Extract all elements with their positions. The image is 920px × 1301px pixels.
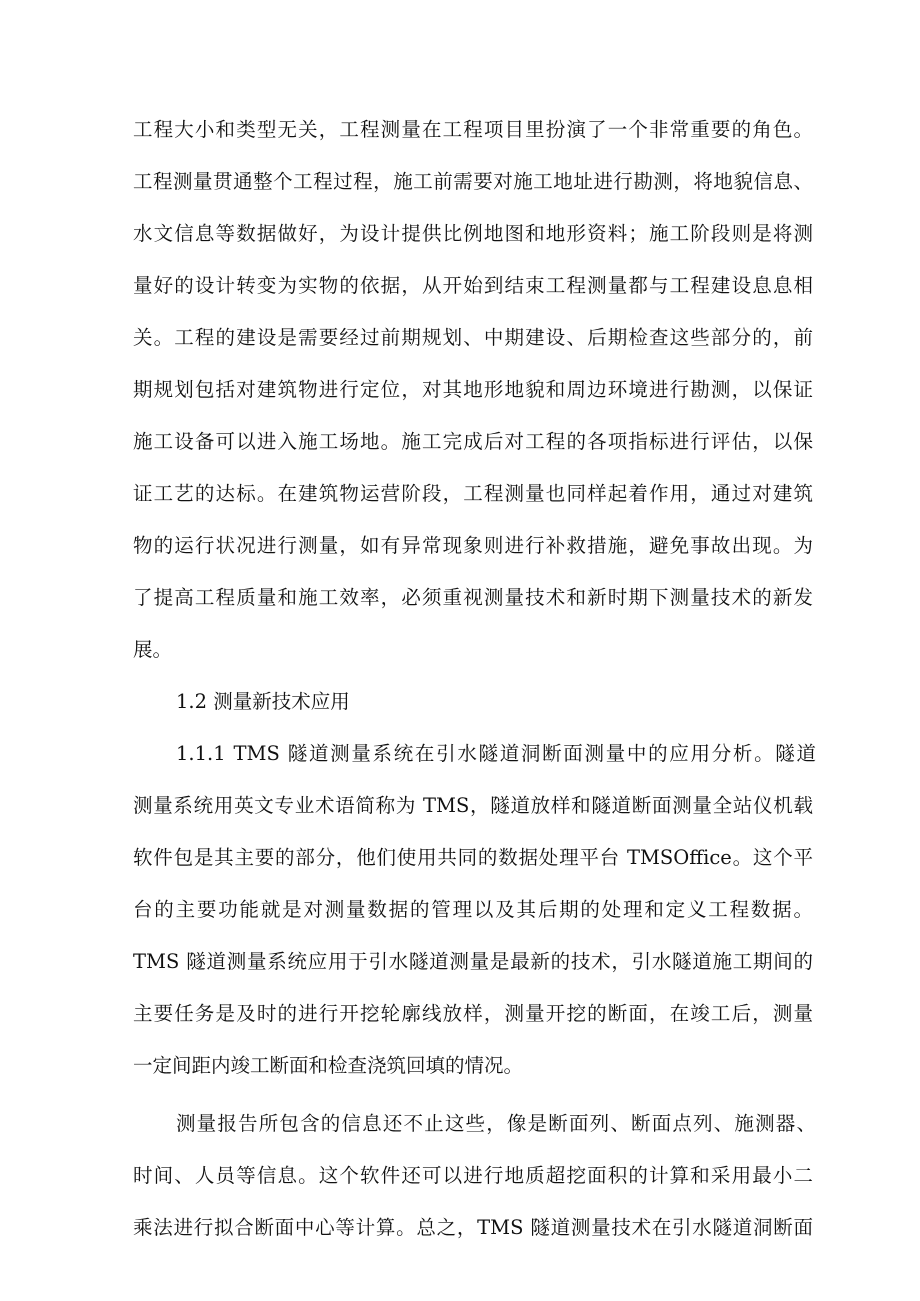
paragraph-1-line-10: 了提高工程质量和施工效率，必须重视测量技术和新时期下测量技术的新发: [133, 586, 813, 609]
paragraph-2-line-1: 1.1.1 TMS 隧道测量系统在引水隧道洞断面测量中的应用分析。隧道: [176, 742, 816, 765]
paragraph-2-line-7: 一定间距内竣工断面和检查浇筑回填的情况。: [133, 1054, 524, 1077]
section-heading: 1.2 测量新技术应用: [176, 690, 350, 713]
paragraph-1-line-7: 施工设备可以进入施工场地。施工完成后对工程的各项指标进行评估，以保: [133, 430, 813, 453]
paragraph-2-line-6: 主要任务是及时的进行开挖轮廓线放样，测量开挖的断面，在竣工后，测量: [133, 1002, 813, 1025]
paragraph-1-line-5: 关。工程的建设是需要经过前期规划、中期建设、后期检查这些部分的，前: [133, 326, 813, 349]
paragraph-1-line-6: 期规划包括对建筑物进行定位，对其地形地貌和周边环境进行勘测，以保证: [133, 378, 813, 401]
paragraph-2-line-3: 软件包是其主要的部分，他们使用共同的数据处理平台 TMSOffice。这个平: [133, 846, 813, 869]
paragraph-3-line-2: 时间、人员等信息。这个软件还可以进行地质超挖面积的计算和采用最小二: [133, 1164, 813, 1187]
paragraph-1-line-1: 工程大小和类型无关，工程测量在工程项目里扮演了一个非常重要的角色。: [133, 118, 813, 141]
paragraph-2-line-5: TMS 隧道测量系统应用于引水隧道测量是最新的技术，引水隧道施工期间的: [133, 950, 813, 973]
paragraph-1-line-3: 水文信息等数据做好，为设计提供比例地图和地形资料；施工阶段则是将测: [133, 222, 813, 245]
paragraph-1-line-8: 证工艺的达标。在建筑物运营阶段，工程测量也同样起着作用，通过对建筑: [133, 482, 813, 505]
paragraph-2-line-2: 测量系统用英文专业术语简称为 TMS，隧道放样和隧道断面测量全站仪机载: [133, 794, 813, 817]
paragraph-1-line-2: 工程测量贯通整个工程过程，施工前需要对施工地址进行勘测，将地貌信息、: [133, 170, 813, 193]
paragraph-1-line-9: 物的运行状况进行测量，如有异常现象则进行补救措施，避免事故出现。为: [133, 534, 813, 557]
paragraph-2-line-4: 台的主要功能就是对测量数据的管理以及其后期的处理和定义工程数据。: [133, 898, 813, 921]
paragraph-3-line-3: 乘法进行拟合断面中心等计算。总之，TMS 隧道测量技术在引水隧道洞断面: [133, 1216, 813, 1239]
paragraph-1-line-11: 展。: [133, 638, 173, 661]
paragraph-1-line-4: 量好的设计转变为实物的依据，从开始到结束工程测量都与工程建设息息相: [133, 274, 813, 297]
paragraph-3-line-1: 测量报告所包含的信息还不止这些，像是断面列、断面点列、施测器、: [176, 1112, 816, 1135]
